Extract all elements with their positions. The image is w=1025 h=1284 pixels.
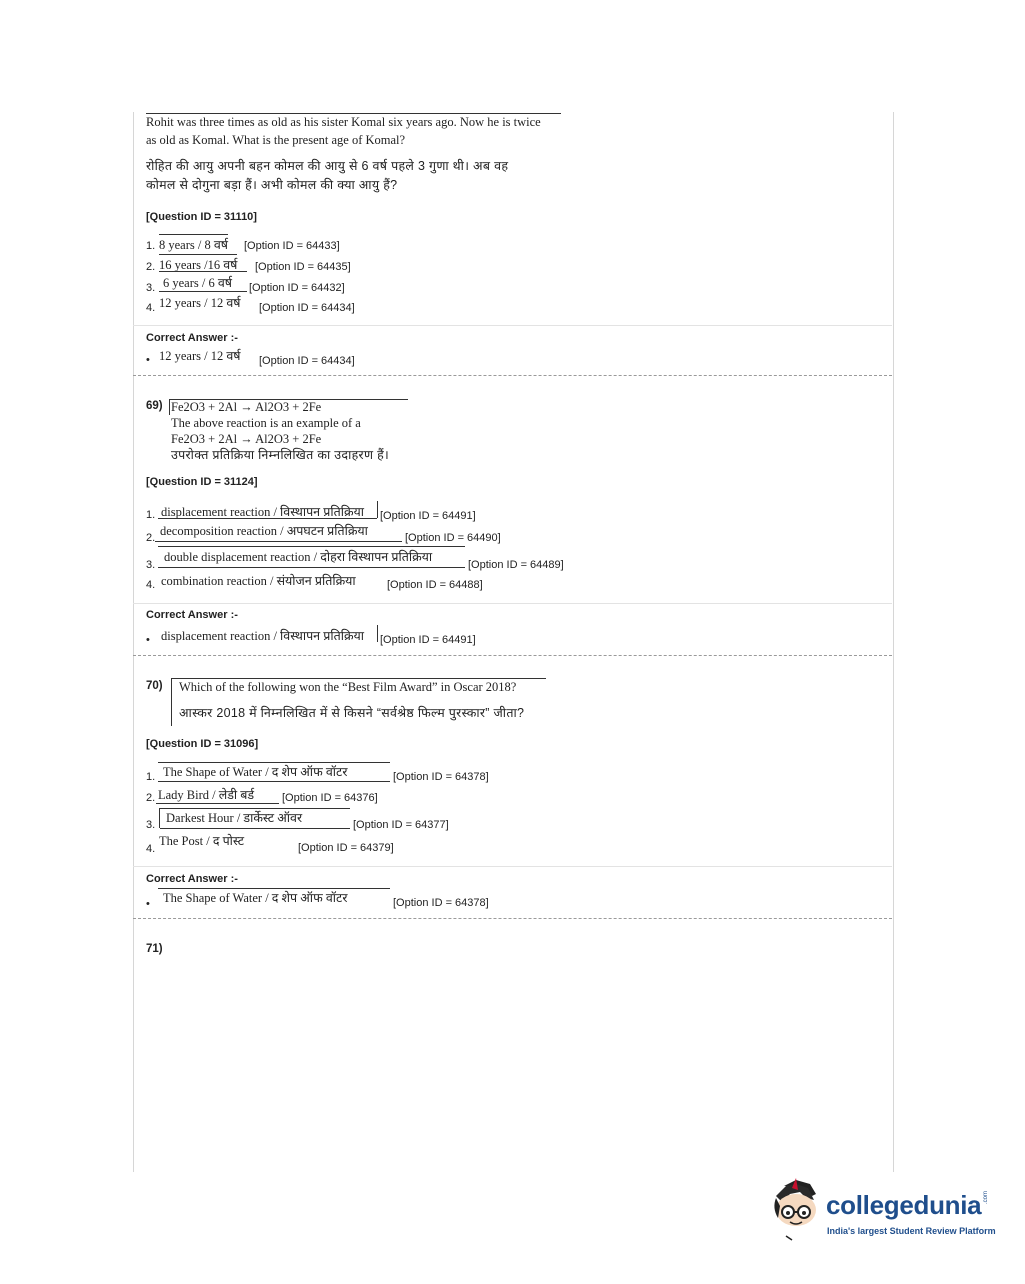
q70-option-2-number: 2. bbox=[146, 792, 156, 804]
q69-number: 69) bbox=[146, 400, 163, 412]
q69-option-1-label[interactable]: displacement reaction / विस्थापन प्रतिक्रिया bbox=[161, 505, 365, 519]
q70-option-4-label[interactable]: The Post / द पोस्ट bbox=[159, 834, 245, 848]
q69-option-2-id: [Option ID = 64490] bbox=[405, 532, 501, 544]
q68-correct-label: 12 years / 12 वर्ष bbox=[159, 349, 241, 363]
q69-correct-label: displacement reaction / विस्थापन प्रतिक्रिया bbox=[161, 629, 365, 643]
q68-option-3-underline bbox=[159, 291, 247, 292]
q68-text-line2: as old as Komal. What is the present age of Komal? bbox=[146, 133, 406, 147]
q69-option-4-id: [Option ID = 64488] bbox=[387, 579, 483, 591]
q68-divider bbox=[133, 325, 892, 326]
q70-question-id: [Question ID = 31096] bbox=[146, 738, 259, 750]
q70-correct-answer-label: Correct Answer :- bbox=[146, 873, 238, 885]
q69-option-1-box bbox=[158, 501, 378, 518]
q70-question-text: Which of the following won the “Best Film Award” in Oscar 2018? bbox=[179, 680, 517, 694]
q70-option-2-label[interactable]: Lady Bird / लेडी बर्ड bbox=[158, 788, 255, 802]
q69-hindi: उपरोक्त प्रतिक्रिया निम्नलिखित का उदाहरण हैं। bbox=[171, 448, 390, 462]
q68-option-4-label[interactable]: 12 years / 12 वर्ष bbox=[159, 296, 241, 310]
q70-option-1-number: 1. bbox=[146, 771, 156, 783]
q69-equation-repeat: Fe2O3 + 2Al → Al2O3 + 2Fe bbox=[171, 432, 322, 446]
q69-option-4-number: 4. bbox=[146, 579, 156, 591]
q69-option-1-underline bbox=[158, 518, 377, 519]
q68-option-3-id: [Option ID = 64432] bbox=[249, 282, 345, 294]
q69-correct-answer-label: Correct Answer :- bbox=[146, 609, 238, 621]
q69-option-3-number: 3. bbox=[146, 559, 156, 571]
q68-option-1-id: [Option ID = 64433] bbox=[244, 240, 340, 252]
q68-option-2-label[interactable]: 16 years /16 वर्ष bbox=[159, 254, 237, 273]
q69-option-3-underline bbox=[158, 567, 465, 568]
q70-option-1-label[interactable]: The Shape of Water / द शेप ऑफ वॉटर bbox=[163, 765, 348, 779]
q69-option-1-id: [Option ID = 64491] bbox=[380, 510, 476, 522]
q70-option-1-id: [Option ID = 64378] bbox=[393, 771, 489, 783]
q70-option-4-id: [Option ID = 64379] bbox=[298, 842, 394, 854]
logo-wordmark: collegedunia bbox=[826, 1190, 982, 1220]
q69-divider bbox=[133, 603, 892, 604]
section-separator bbox=[133, 655, 892, 656]
q68-option-2-id: [Option ID = 64435] bbox=[255, 261, 351, 273]
q70-option-3-label[interactable]: Darkest Hour / डार्केस्ट ऑवर bbox=[166, 811, 303, 825]
q69-correct-bullet: • bbox=[146, 634, 150, 646]
q70-option-2-id: [Option ID = 64376] bbox=[282, 792, 378, 804]
q68-correct-answer-label: Correct Answer :- bbox=[146, 332, 238, 344]
q68-question-id: [Question ID = 31110] bbox=[146, 211, 257, 223]
q70-option-3-underline bbox=[160, 828, 350, 829]
q68-text-line1: Rohit was three times as old as his sister Komal six years ago. Now he is twice bbox=[146, 115, 541, 129]
q70-option-3-number: 3. bbox=[146, 819, 156, 831]
q69-option-1-number: 1. bbox=[146, 509, 156, 521]
q69-option-2-underline bbox=[155, 541, 402, 542]
q68-correct-bullet: • bbox=[146, 354, 150, 366]
q70-option-3-id: [Option ID = 64377] bbox=[353, 819, 449, 831]
logo-suffix: .com bbox=[983, 1190, 989, 1204]
q68-correct-id: [Option ID = 64434] bbox=[259, 355, 355, 367]
q69-statement: The above reaction is an example of a bbox=[171, 416, 361, 430]
q69-option-2-label[interactable]: decomposition reaction / अपघटन प्रतिक्रिया bbox=[160, 524, 368, 538]
logo-tagline: India's largest Student Review Platform bbox=[827, 1226, 996, 1236]
collegedunia-logo[interactable] bbox=[766, 1178, 996, 1248]
q70-correct-label: The Shape of Water / द शेप ऑफ वॉटर bbox=[163, 891, 348, 905]
q68-option-2-number: 2. bbox=[146, 261, 156, 273]
q68-option-1-label[interactable]: 8 years / 8 वर्ष bbox=[159, 234, 228, 253]
mascot-icon bbox=[766, 1178, 826, 1244]
q68-option-2-underline bbox=[159, 271, 247, 272]
section-separator bbox=[133, 918, 892, 919]
q69-option-4-label[interactable]: combination reaction / संयोजन प्रतिक्रिया bbox=[161, 574, 356, 588]
q69-equation: Fe2O3 + 2Al → Al2O3 + 2Fe bbox=[171, 400, 322, 414]
q69-option-3-top-rule bbox=[158, 546, 465, 547]
q70-left-rule bbox=[171, 678, 172, 726]
q69-left-rule bbox=[169, 399, 170, 415]
q70-option-4-number: 4. bbox=[146, 843, 156, 855]
q70-option-2-underline bbox=[156, 803, 279, 804]
q70-hindi: आस्कर 2018 में निम्नलिखित में से किसने “सर्वश्रेष्ठ फिल्म पुरस्कार” जीता? bbox=[179, 706, 525, 720]
q70-option-3-left-rule bbox=[159, 808, 160, 828]
q68-option-4-id: [Option ID = 64434] bbox=[259, 302, 355, 314]
q69-correct-id: [Option ID = 64491] bbox=[380, 634, 476, 646]
q68-option-4-number: 4. bbox=[146, 302, 156, 314]
q68-option-1-number: 1. bbox=[146, 240, 156, 252]
q70-correct-bullet: • bbox=[146, 898, 150, 910]
q68-option-3-number: 3. bbox=[146, 282, 156, 294]
q70-correct-id: [Option ID = 64378] bbox=[393, 897, 489, 909]
q69-option-2-number: 2. bbox=[146, 532, 156, 544]
q68-hindi-line1: रोहित की आयु अपनी बहन कोमल की आयु से 6 वर्ष पहले 3 गुणा थी। अब वह bbox=[146, 159, 509, 173]
q68-option-3-label[interactable]: 6 years / 6 वर्ष bbox=[163, 276, 233, 290]
q69-question-id: [Question ID = 31124] bbox=[146, 476, 258, 488]
q70-option-1-underline bbox=[158, 781, 390, 782]
q69-option-3-id: [Option ID = 64489] bbox=[468, 559, 564, 571]
q69-option-3-label[interactable]: double displacement reaction / दोहरा विस्थापन प्रतिक्रिया bbox=[164, 550, 433, 564]
q70-divider bbox=[133, 866, 892, 867]
q69-correct-box bbox=[158, 625, 378, 642]
q68-hindi-line2: कोमल से दोगुना बड़ा हैं। अभी कोमल की क्या आयु हैं? bbox=[146, 178, 398, 192]
q71-number: 71) bbox=[146, 943, 163, 955]
section-separator bbox=[133, 375, 892, 376]
q70-number: 70) bbox=[146, 680, 163, 692]
